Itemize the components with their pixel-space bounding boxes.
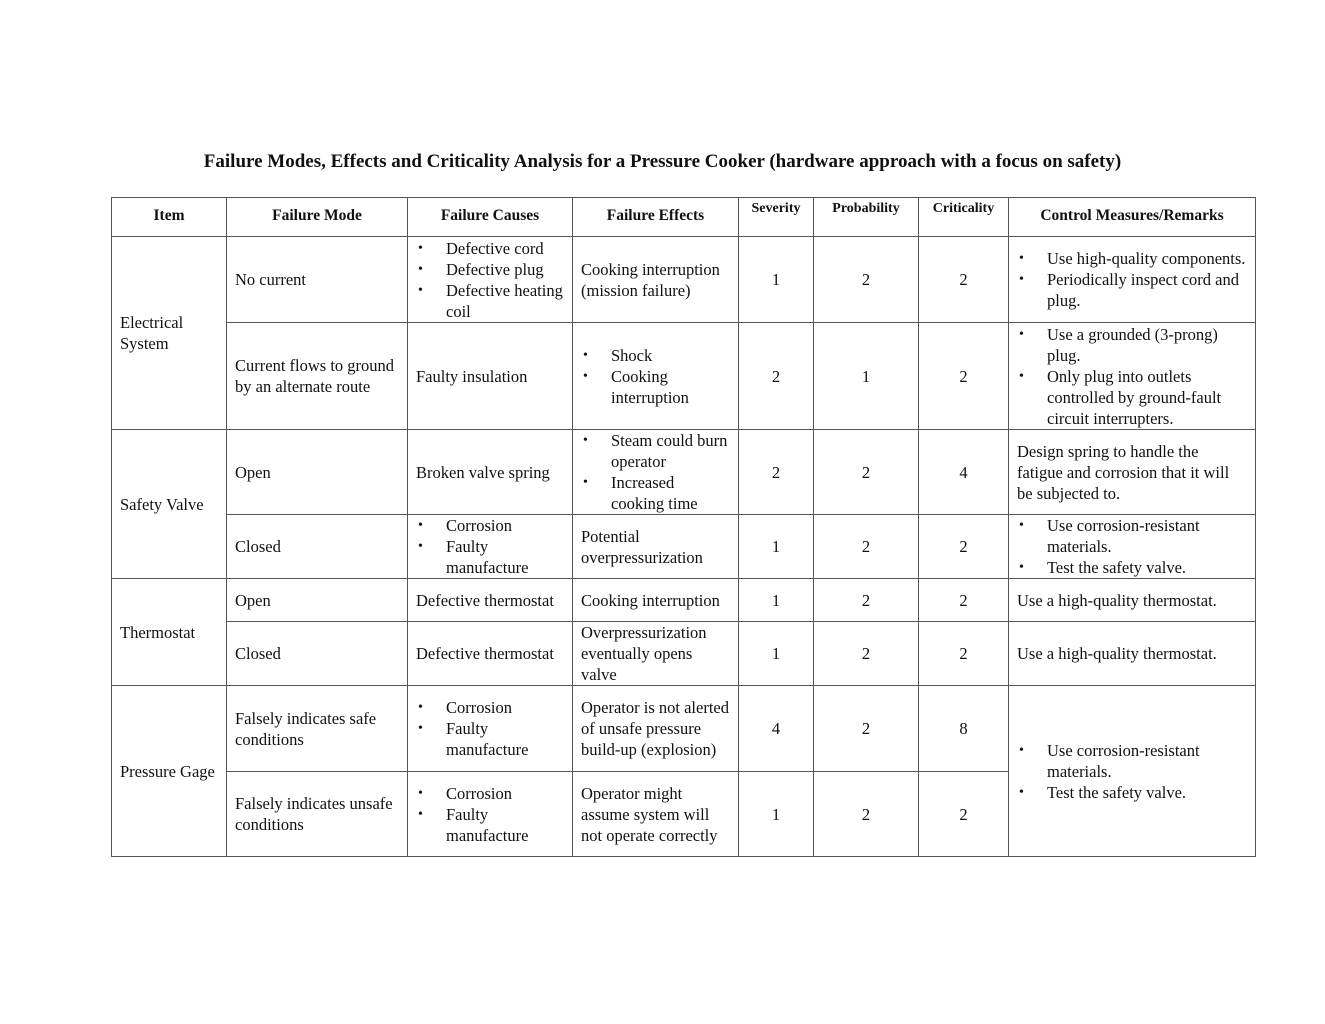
failure-causes-cell: Defective thermostat [408,579,573,622]
criticality-cell: 2 [919,237,1009,323]
table-row [112,622,1256,686]
criticality-cell: 2 [919,622,1009,686]
header-failure-mode: Failure Mode [227,198,408,237]
criticality-cell: 2 [919,579,1009,622]
criticality-cell: 8 [919,686,1009,772]
failure-causes-cell [408,772,573,857]
control-measures-cell: Design spring to handle the fatigue and corrosion that it will be subjected to. [1009,430,1256,515]
failure-effects-cell: Cooking interruption (mission failure) [573,237,739,323]
item-cell: Safety Valve [112,430,227,579]
severity-cell: 1 [739,772,814,857]
item-cell: Electrical System [112,237,227,430]
list-item: • Corrosion [416,783,564,804]
table-row [112,579,1256,622]
header-control-measures: Control Measures/Remarks [1009,198,1256,237]
item-cell: Pressure Gage [112,686,227,857]
control-measures-cell [1009,323,1256,430]
header-item: Item [112,198,227,237]
list-item: • Corrosion [416,697,564,718]
criticality-cell: 2 [919,772,1009,857]
list-item: • Steam could burn operator [581,430,730,472]
failure-causes-cell [408,515,573,579]
failure-effects-cell [573,323,739,430]
table-row [112,515,1256,579]
list-item: • Use a grounded (3-prong) plug. [1017,324,1247,366]
failure-effects-cell: Operator might assume system will not operate correctly [573,772,739,857]
list-item: • Use high-quality components. [1017,248,1247,269]
failure-mode-cell: Current flows to ground by an alternate route [227,323,408,430]
severity-cell: 1 [739,237,814,323]
list-item: • Faulty manufacture [416,804,564,846]
failure-causes-cell: Faulty insulation [408,323,573,430]
control-measures-cell: Use a high-quality thermostat. [1009,579,1256,622]
failure-effects-cell: Overpressurization eventually opens valve [573,622,739,686]
item-cell: Thermostat [112,579,227,686]
failure-effects-cell: Cooking interruption [573,579,739,622]
failure-mode-cell: No current [227,237,408,323]
failure-mode-cell: Closed [227,622,408,686]
document-title: Failure Modes, Effects and Criticality Analysis for a Pressure Cooker (hardware approach with a focus on safety) [203,151,1122,172]
header-probability: Probability [814,198,919,237]
list-item: • Defective heating coil [416,280,564,322]
list-item: • Periodically inspect cord and plug. [1017,269,1247,311]
failure-mode-cell: Falsely indicates unsafe conditions [227,772,408,857]
list-item: • Test the safety valve. [1017,782,1247,803]
header-failure-causes: Failure Causes [408,198,573,237]
list-item: • Use corrosion-resistant materials. [1017,515,1247,557]
list-item: • Increased cooking time [581,472,730,514]
list-item: • Cooking interruption [581,366,730,408]
list-item: • Only plug into outlets controlled by ground-fault circuit interrupters. [1017,366,1247,429]
probability-cell: 2 [814,237,919,323]
list-item: • Corrosion [416,515,564,536]
probability-cell: 2 [814,579,919,622]
criticality-cell: 4 [919,430,1009,515]
list-item: • Faulty manufacture [416,718,564,760]
probability-cell: 2 [814,622,919,686]
failure-causes-cell [408,686,573,772]
table-row [112,430,1256,515]
failure-mode-cell: Open [227,430,408,515]
header-severity: Severity [739,198,814,237]
control-measures-cell: Use a high-quality thermostat. [1009,622,1256,686]
header-criticality: Criticality [919,198,1009,237]
severity-cell: 2 [739,430,814,515]
failure-mode-cell: Open [227,579,408,622]
list-item: • Defective plug [416,259,564,280]
list-item: • Defective cord [416,238,564,259]
fmeca-table [111,197,1256,857]
probability-cell: 1 [814,323,919,430]
severity-cell: 1 [739,622,814,686]
list-item: • Faulty manufacture [416,536,564,578]
probability-cell: 2 [814,686,919,772]
failure-effects-cell [573,430,739,515]
failure-effects-cell: Potential overpressurization [573,515,739,579]
failure-mode-cell: Falsely indicates safe conditions [227,686,408,772]
table-row [112,323,1256,430]
control-measures-cell [1009,237,1256,323]
severity-cell: 1 [739,515,814,579]
severity-cell: 1 [739,579,814,622]
list-item: • Shock [581,345,730,366]
failure-causes-cell: Broken valve spring [408,430,573,515]
header-failure-effects: Failure Effects [573,198,739,237]
control-measures-cell [1009,515,1256,579]
probability-cell: 2 [814,772,919,857]
table-row [112,686,1256,772]
table-row [112,237,1256,323]
list-item: • Use corrosion-resistant materials. [1017,740,1247,782]
probability-cell: 2 [814,515,919,579]
severity-cell: 2 [739,323,814,430]
failure-causes-cell [408,237,573,323]
severity-cell: 4 [739,686,814,772]
failure-effects-cell: Operator is not alerted of unsafe pressure build-up (explosion) [573,686,739,772]
header-row [112,198,1256,237]
failure-mode-cell: Closed [227,515,408,579]
criticality-cell: 2 [919,515,1009,579]
control-measures-cell [1009,686,1256,857]
criticality-cell: 2 [919,323,1009,430]
probability-cell: 2 [814,430,919,515]
failure-causes-cell: Defective thermostat [408,622,573,686]
list-item: • Test the safety valve. [1017,557,1247,578]
